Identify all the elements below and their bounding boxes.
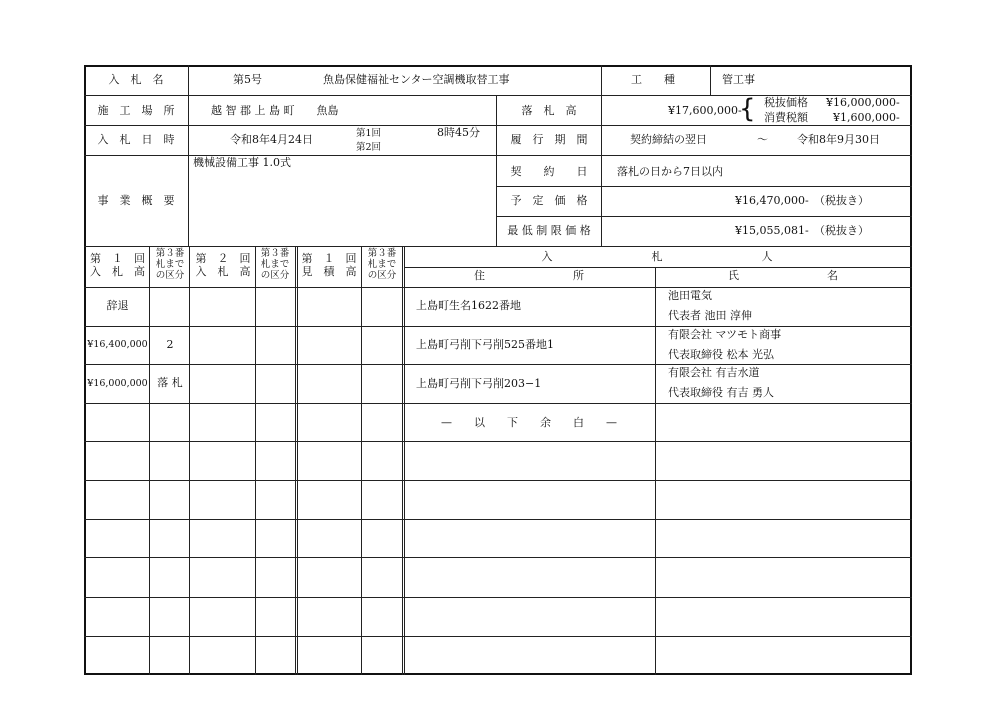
bidder-company: 有限会社 マツモト商事 bbox=[668, 328, 782, 341]
table-rule bbox=[404, 267, 912, 268]
table-rule bbox=[189, 246, 190, 675]
bidder-company: 池田電気 bbox=[668, 289, 712, 302]
rank-column-header: 第３番 札まで の区分 bbox=[260, 248, 290, 281]
bidder-representative: 代表取締役 松本 光弘 bbox=[668, 348, 774, 361]
table-rule bbox=[255, 246, 256, 675]
bidder-representative: 代表者 池田 淳伸 bbox=[668, 309, 752, 322]
min-price: ¥15,055,081- bbox=[735, 224, 809, 237]
table-rule bbox=[84, 364, 912, 365]
round1-time: 8時45分 bbox=[437, 126, 480, 139]
winning-label: 落 札 高 bbox=[521, 104, 577, 117]
bid1-amount: ¥16,400,000 bbox=[87, 339, 148, 350]
bid-date: 令和8年4月24日 bbox=[230, 133, 313, 146]
table-rule bbox=[402, 246, 403, 675]
table-rule bbox=[84, 287, 912, 288]
address-column-header: 住 所 bbox=[474, 269, 584, 282]
bidders-column-header: 入 札 人 bbox=[541, 250, 773, 263]
table-rule bbox=[149, 246, 150, 675]
bidder-address: 上島町弓削下弓削203−1 bbox=[416, 377, 542, 390]
round1-label: 第1回 bbox=[356, 128, 382, 139]
name-column-header: 氏 名 bbox=[728, 269, 838, 282]
rank-value: 落 札 bbox=[157, 376, 183, 389]
table-rule bbox=[710, 65, 711, 95]
summary-label: 事 業 概 要 bbox=[97, 194, 175, 207]
remainder-blank-note: — 以 下 余 白 — bbox=[441, 416, 617, 429]
table-rule bbox=[84, 326, 912, 327]
table-rule bbox=[84, 636, 912, 637]
table-rule bbox=[84, 441, 912, 442]
table-rule bbox=[188, 65, 189, 246]
bid1-amount: ¥16,000,000 bbox=[87, 378, 148, 389]
period-separator: ～ bbox=[757, 133, 768, 146]
round2-label: 第2回 bbox=[356, 142, 382, 153]
bid-name-label: 入 札 名 bbox=[108, 73, 164, 86]
table-rule bbox=[84, 155, 188, 156]
table-rule bbox=[404, 246, 405, 675]
work-type: 管工事 bbox=[722, 73, 755, 86]
table-rule bbox=[84, 557, 912, 558]
table-rule bbox=[496, 186, 912, 187]
table-rule bbox=[84, 519, 912, 520]
bidder-address: 上島町生名1622番地 bbox=[416, 299, 521, 312]
estimate-column-header: 第 １ 回 見 積 高 bbox=[301, 252, 357, 278]
planned-price-note: （税抜き） bbox=[814, 194, 869, 207]
summary-value: 機械設備工事 1.0式 bbox=[193, 156, 291, 169]
work-type-label: 工 種 bbox=[631, 73, 675, 86]
period-start: 契約締結の翌日 bbox=[630, 133, 707, 146]
project-name: 魚島保健福祉センター空調機取替工事 bbox=[323, 73, 510, 86]
table-rule bbox=[84, 125, 912, 126]
table-rule bbox=[84, 480, 912, 481]
pre-tax-amount: ¥16,000,000- bbox=[826, 96, 900, 109]
pre-tax-label: 税抜価格 bbox=[764, 96, 808, 109]
table-rule bbox=[84, 597, 912, 598]
table-rule bbox=[84, 246, 912, 247]
table-rule bbox=[496, 216, 912, 217]
planned-price-label: 予 定 価 格 bbox=[510, 194, 588, 207]
min-price-note: （税抜き） bbox=[814, 224, 869, 237]
period-end: 令和8年9月30日 bbox=[797, 133, 880, 146]
table-rule bbox=[295, 246, 296, 675]
date-label: 入 札 日 時 bbox=[97, 133, 175, 146]
bid2-column-header: 第 ２ 回 入 札 高 bbox=[195, 252, 251, 278]
bidder-company: 有限会社 有吉水道 bbox=[668, 366, 760, 379]
table-rule bbox=[496, 155, 912, 156]
table-rule bbox=[655, 267, 656, 675]
brace-icon: { bbox=[739, 94, 756, 124]
site-value: 越 智 郡 上 島 町 魚島 bbox=[211, 104, 339, 117]
winning-amount: ¥17,600,000- bbox=[668, 104, 742, 117]
table-rule bbox=[297, 246, 298, 675]
rank-column-header: 第３番 札まで の区分 bbox=[367, 248, 397, 281]
min-price-label: 最 低 制 限 価 格 bbox=[507, 224, 591, 237]
bidder-address: 上島町弓削下弓削525番地1 bbox=[416, 338, 554, 351]
period-label: 履 行 期 間 bbox=[510, 133, 588, 146]
bid1-amount: 辞退 bbox=[106, 299, 129, 312]
bid1-column-header: 第 １ 回 入 札 高 bbox=[90, 252, 145, 278]
tax-amount: ¥1,600,000- bbox=[833, 111, 900, 124]
table-rule bbox=[84, 403, 912, 404]
table-rule bbox=[601, 65, 602, 246]
bidder-representative: 代表取締役 有吉 勇人 bbox=[668, 386, 774, 399]
bid-number: 第5号 bbox=[233, 73, 262, 86]
contract-date-label: 契 約 日 bbox=[510, 165, 588, 178]
rank-column-header: 第３番 札まで の区分 bbox=[155, 248, 185, 281]
table-rule bbox=[361, 246, 362, 675]
contract-date: 落札の日から7日以内 bbox=[617, 165, 723, 178]
rank-value: 2 bbox=[166, 338, 174, 351]
tax-label: 消費税額 bbox=[764, 111, 808, 124]
site-label: 施 工 場 所 bbox=[97, 104, 175, 117]
planned-price: ¥16,470,000- bbox=[735, 194, 809, 207]
